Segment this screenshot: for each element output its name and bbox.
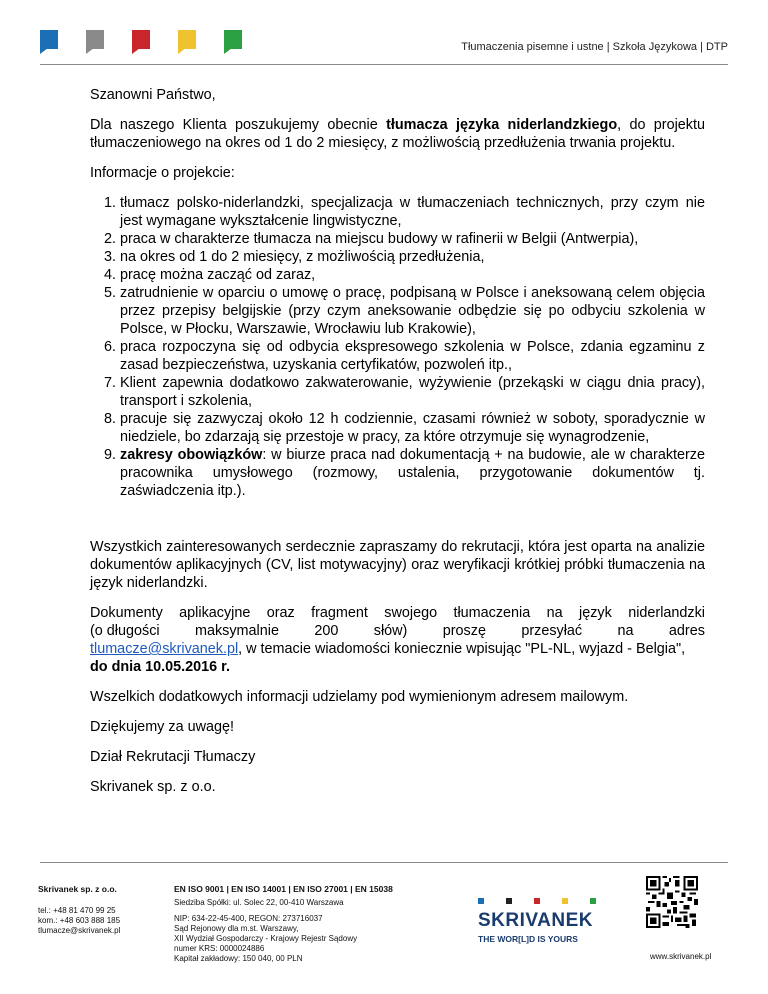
greeting: Szanowni Państwo, [90, 87, 216, 103]
list-item-duties [120, 446, 705, 500]
duties-label: zakresy obowiązków [120, 447, 263, 463]
footer [38, 874, 728, 984]
thanks: Dziękujemy za uwagę! [90, 719, 234, 735]
footer-iso-certs: EN ISO 9001 | EN ISO 14001 | EN ISO 27001 | EN 15038 [174, 884, 393, 894]
footer-legal-line: XII Wydział Gospodarczy - Krajowy Rejestr Sądowy [174, 934, 358, 943]
red-dot-icon [534, 898, 540, 904]
list-item: 2. praca w charakterze tłumacza na miejscu budowy w rafinerii w Belgii (Antwerpia), [120, 230, 705, 248]
list-item: 6. praca rozpoczyna się od odbycia ekspresowego szkolenia w Polsce, zdania egzaminu z zasad bezpieczeństwa, uzyskania certyfikatów, pozwoleń itp., [120, 338, 705, 374]
word: 200 [314, 623, 339, 639]
footer-seat: Siedziba Spółki: ul. Solec 22, 00-410 Warszawa [174, 898, 344, 907]
list-item: 4. pracę można zacząć od zaraz, [120, 266, 705, 284]
department-signature: Dział Rekrutacji Tłumaczy [90, 749, 256, 765]
more-info-paragraph: Wszelkich dodatkowych informacji udzielamy pod wymienionym adresem mailowym. [90, 689, 629, 705]
deadline: do dnia 10.05.2016 r. [90, 659, 230, 675]
documents-line-2 [90, 622, 705, 640]
yellow-dot-icon [562, 898, 568, 904]
footer-phone: tel.: +48 81 470 99 25 [38, 906, 116, 915]
documents-subject-text: , w temacie wiadomości koniecznie wpisując "PL-NL, wyjazd - Belgia", [238, 641, 686, 657]
list-item: 3. na okres od 1 do 2 miesięcy, z możliwością przedłużenia, [120, 248, 705, 266]
green-square-icon [224, 30, 242, 49]
invite-paragraph: Wszystkich zainteresowanych serdecznie zapraszamy do rekrutacji, która jest oparta na analizie dokumentów aplikacyjnych (CV, list motywacyjny) oraz weryfikacji krótkiej próbki tłumaczenia na język niderlandzki. [90, 539, 705, 591]
word: proszę [442, 623, 486, 639]
black-dot-icon [506, 898, 512, 904]
word: adres [668, 623, 705, 639]
intro-bold-position: tłumacza języka niderlandzkiego [386, 117, 618, 133]
footer-contacts [38, 906, 120, 936]
footer-legal-line: Kapitał zakładowy: 150 040, 00 PLN [174, 954, 303, 963]
list-item: 5. zatrudnienie w oparciu o umowę o pracę, podpisaną w Polsce i aneksowaną celem objęcia przez przepisy belgijskie (przy czym aneksowanie odbędzie się po odbyciu szkolenia w Polsce, w Płocku, Warszawie, Wrocławiu lub Krakowie), [120, 284, 705, 338]
qr-code-icon [646, 876, 698, 928]
word: słów) [373, 623, 408, 639]
header-tagline: Tłumaczenia pisemne i ustne | Szkoła Językowa | DTP [461, 41, 728, 53]
info-heading: Informacje o projekcie: [90, 165, 235, 181]
list-item: 8. pracuje się zazwyczaj około 12 h codziennie, czasami również w soboty, sporadycznie w niedziele, bo zdarzają się przestoje w pracy, za które otrzymuje się wynagrodzenie, [120, 410, 705, 446]
footer-company: Skrivanek sp. z o.o. [38, 884, 117, 894]
company-signature: Skrivanek sp. z o.o. [90, 779, 216, 795]
brand-name: SKRIVANEK [478, 910, 593, 931]
documents-paragraph [90, 604, 705, 676]
footer-email[interactable]: tlumacze@skrivanek.pl [38, 926, 121, 935]
header-divider [40, 64, 728, 65]
duties-text: : w biurze praca nad dokumentacją + na budowie, ale w charakterze pracownika umysłowego (rozmowy, ustalenia, przygotowanie dokumentów tj. zaświadczenia itp.). [120, 447, 706, 499]
blue-dot-icon [478, 898, 484, 904]
header-color-squares [40, 30, 250, 56]
footer-website[interactable]: www.skrivanek.pl [650, 952, 712, 961]
intro-text: Dla naszego Klienta poszukujemy obecnie [90, 117, 387, 133]
footer-legal-line: NIP: 634-22-45-400, REGON: 273716037 [174, 914, 323, 923]
yellow-square-icon [178, 30, 196, 49]
word: (o długości [90, 623, 160, 639]
green-dot-icon [590, 898, 596, 904]
brand-logo [478, 898, 608, 944]
intro-text-end: , do projektu tłumaczeniowego na okres od 1 do 2 miesięcy, z możliwością przedłużenia trwania projektu. [90, 117, 705, 151]
project-info-list [90, 194, 705, 500]
email-link[interactable]: tlumacze@skrivanek.pl [90, 641, 239, 657]
blue-square-icon [40, 30, 58, 49]
footer-mobile: kom.: +48 603 888 185 [38, 916, 121, 925]
footer-legal-line: Sąd Rejonowy dla m.st. Warszawy, [174, 924, 299, 933]
footer-legal [174, 914, 357, 964]
red-square-icon [132, 30, 150, 49]
documents-line-1: Dokumenty aplikacyjne oraz fragment swojego tłumaczenia na język niderlandzki [90, 605, 705, 621]
word: maksymalnie [194, 623, 279, 639]
list-item: 1. tłumacz polsko-niderlandzki, specjalizacja w tłumaczeniach technicznych, przy czym nie jest wymagane wykształcenie lingwistyczne, [120, 194, 705, 230]
intro-paragraph [90, 116, 705, 152]
list-item: 7. Klient zapewnia dodatkowo zakwaterowanie, wyżywienie (przekąski w ciągu dnia pracy), transport i szkolenia, [120, 374, 705, 410]
footer-divider [40, 862, 728, 863]
word: na [617, 623, 634, 639]
word: przesyłać [521, 623, 583, 639]
footer-legal-line: numer KRS: 0000024886 [174, 944, 265, 953]
gray-square-icon [86, 30, 104, 49]
letter-body [90, 86, 705, 808]
brand-dots [478, 898, 608, 906]
brand-slogan: THE WOR[L]D IS YOURS [478, 934, 578, 944]
